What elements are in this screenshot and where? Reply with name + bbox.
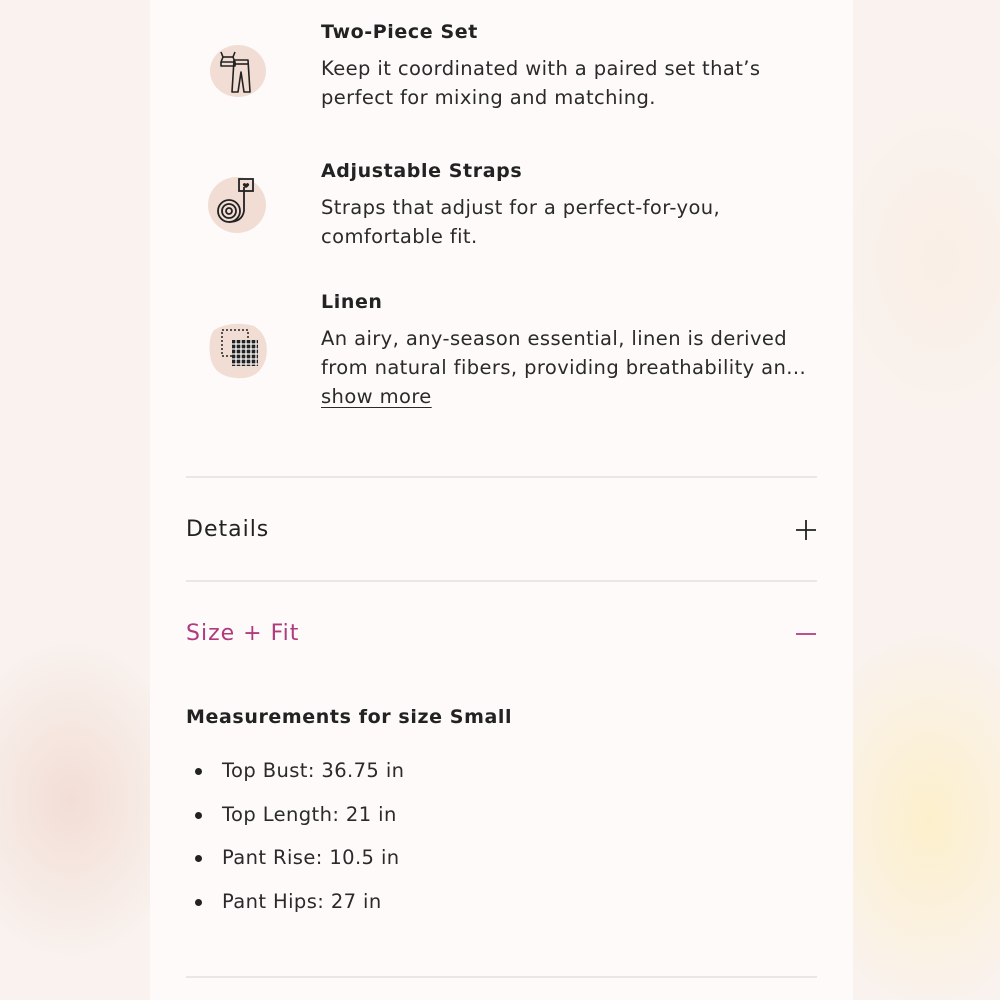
list-item: Top Length: 21 in xyxy=(186,800,404,844)
feature-two-piece-set xyxy=(321,20,821,112)
divider xyxy=(186,580,817,582)
measurements-list xyxy=(186,756,404,930)
details-accordion-header[interactable] xyxy=(186,500,817,560)
plus-icon[interactable] xyxy=(795,519,817,541)
feature-description: Keep it coordinated with a paired set that’s perfect for mixing and matching. xyxy=(321,57,761,109)
feature-title: Linen xyxy=(321,291,383,313)
product-info-panel xyxy=(150,0,853,1000)
divider xyxy=(186,476,817,478)
feature-linen xyxy=(321,290,821,411)
feature-description: Straps that adjust for a perfect-for-you, comfortable fit. xyxy=(321,196,721,248)
size-fit-accordion-header[interactable] xyxy=(186,604,817,664)
feature-title: Adjustable Straps xyxy=(321,160,523,182)
two-piece-set-icon xyxy=(208,38,270,100)
adjustable-straps-icon xyxy=(208,173,270,235)
divider xyxy=(186,976,817,978)
size-fit-label: Size + Fit xyxy=(186,621,300,646)
feature-title: Two-Piece Set xyxy=(321,21,478,43)
feature-adjustable-straps xyxy=(321,159,821,251)
details-label: Details xyxy=(186,517,270,542)
list-item: Pant Hips: 27 in xyxy=(186,887,404,931)
list-item: Pant Rise: 10.5 in xyxy=(186,843,404,887)
feature-description: An airy, any-season essential, linen is derived from natural fibers, providing breathability an... xyxy=(321,327,807,379)
list-item: Top Bust: 36.75 in xyxy=(186,756,404,800)
show-more-link[interactable]: show more xyxy=(321,385,432,408)
minus-icon[interactable] xyxy=(795,623,817,645)
linen-fabric-icon xyxy=(208,318,270,380)
measurements-heading: Measurements for size Small xyxy=(186,706,513,728)
